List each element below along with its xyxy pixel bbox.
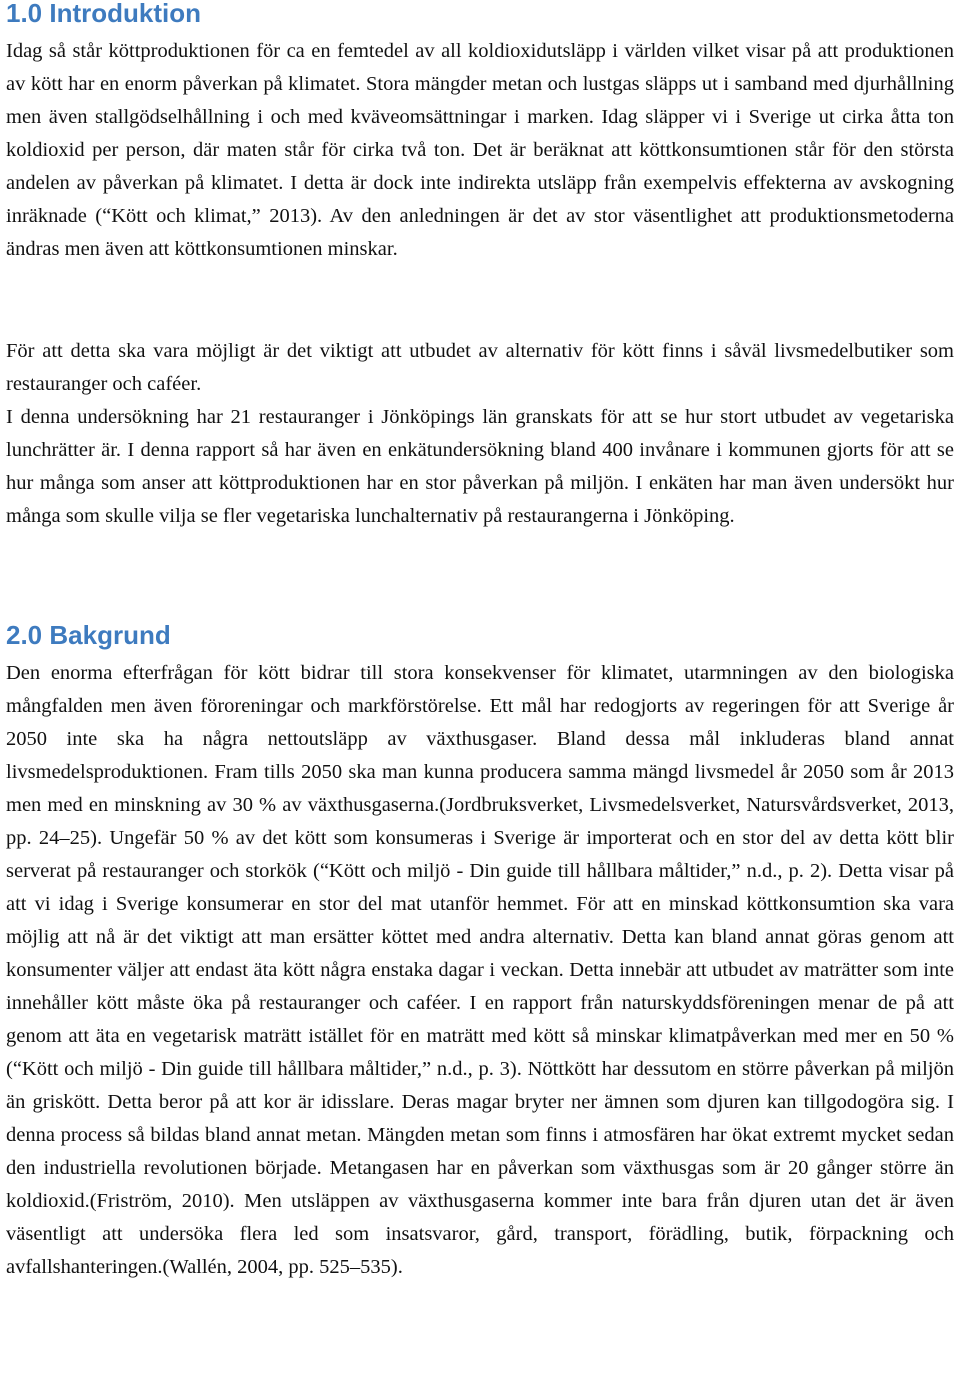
body-paragraph: Den enorma efterfrågan för kött bidrar till stora konsekvenser för klimatet, utarmningen av den biologiska mångfalden men även föroreningar och markförstörelse. Ett mål har redogjorts av regeringen för att Sverige år 2050 inte ska ha några nettoutsläpp av växthusgaser. Bland dessa mål inkluderas bland annat livsmedelsproduktionen. Fram tills 2050 ska man kunna producera samma mängd livsmedel år 2050 som år 2013 men med en minskning av 30 % av växthusgaserna.(Jordbruksverket, Livsmedelsverket, Natursvårdsverket, 2013, pp. 24–25). Ungefär 50 % av det kött som konsumeras i Sverige är importerat och en stor del av detta kött blir serverat på restauranger och storkök (“Kött och miljö - Din guide till hållbara måltider,” n.d., p. 2). Detta visar på att vi idag i Sverige konsumerar en stor del mat utanför hemmet. För att en minskad köttkonsumtion ska vara möjlig att nå är det viktigt att man ersätter köttet med andra alternativ. Detta kan bland annat göras genom att konsumenter väljer att endast äta kött några enstaka dagar i veckan. Detta innebär att utbudet av maträtter som inte innehåller kött måste öka på restauranger och caféer. I en rapport från naturskyddsföreningen menar de på att genom att äta en vegetarisk maträtt istället för en maträtt med kött så minskar klimatpåverkan med mer en 50 % (“Kött och miljö - Din guide till hållbara måltider,” n.d., p. 3). Nöttkött har dessutom en större påverkan på miljön än griskött. Detta beror på att kor är idisslare. Deras magar bryter ner ämnen som djuren kan tillgodogöra sig. I denna process så bildas bland annat metan. Mängden metan som finns i atmosfären har ökat extremt mycket sedan den industriella revolutionen började. Metangasen har en påverkan som växthusgas som är 20 gånger större än koldioxid.(Friström, 2010). Men utsläppen av växthusgaserna kommer inte bara från djuren utan det är även väsentligt att undersöka flera led som insatsvaror, gård, transport, förädling, butik, förpackning och avfallshanteringen.(Wallén, 2004, pp. 525–535). (6, 662, 954, 1278)
body-paragraph: I denna undersökning har 21 restauranger i Jönköpings län granskats för att se hur stort utbudet av vegetariska lunchrätter är. I denna rapport så har även en enkätundersökning bland 400 invånare i kommunen gjorts för att se hur många som anser att köttproduktionen har en stor påverkan på miljön. I enkäten har man även undersökt hur många som skulle vilja se fler vegetariska lunchalternativ på restaurangerna i Jönköping. (6, 406, 954, 527)
section-heading-bakgrund: 2.0 Bakgrund (6, 620, 171, 650)
section-heading-introduktion: 1.0 Introduktion (6, 0, 201, 28)
body-paragraph: För att detta ska vara möjligt är det viktigt att utbudet av alternativ för kött finns i såväl livsmedelbutiker som restauranger och caféer. (6, 340, 954, 395)
body-paragraph: Idag så står köttproduktionen för ca en femtedel av all koldioxidutsläpp i världen vilket visar på att produktionen av kött har en enorm påverkan på klimatet. Stora mängder metan och lustgas släpps ut i samband med djurhållning men även stallgödselhållning i och med kväveomsättningar i marken. Idag släpper vi i Sverige ut cirka åtta ton koldioxid per person, där maten står för cirka två ton. Det är beräknat att köttkonsumtionen står för den största andelen av påverkan på klimatet. I detta är dock inte indirekta utsläpp från exempelvis effekterna av avskogning inräknade (“Kött och klimat,” 2013). Av den anledningen är det av stor väsentlighet att produktionsmetoderna ändras men även att köttkonsumtionen minskar. (6, 40, 954, 260)
